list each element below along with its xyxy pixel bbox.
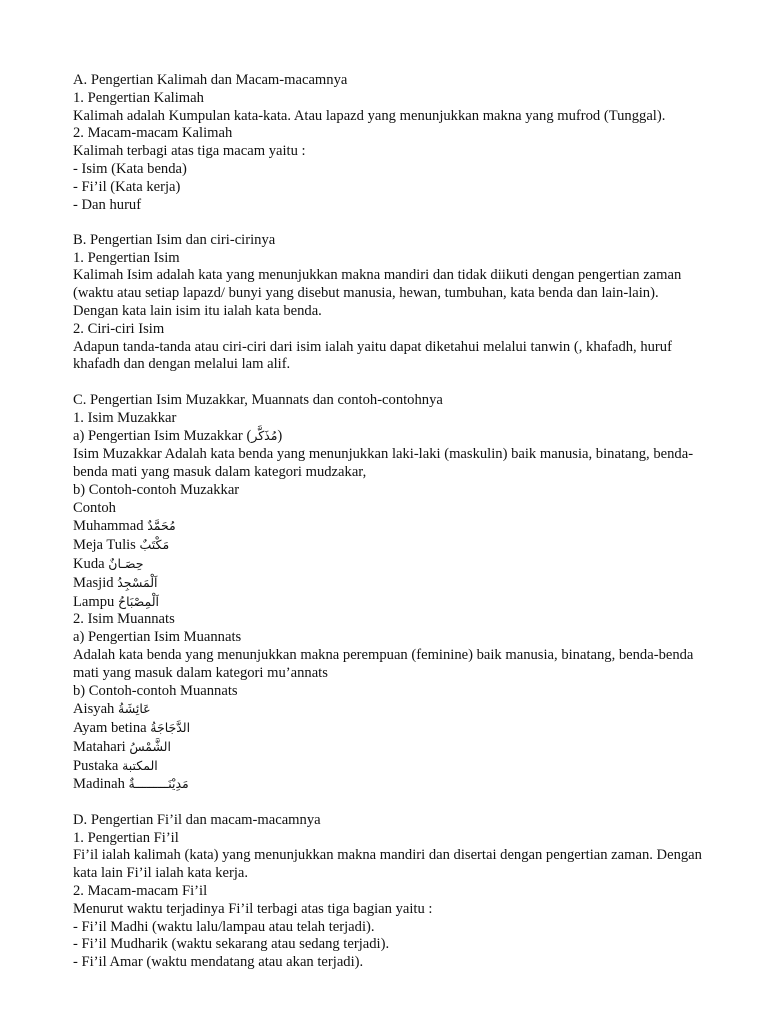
- latin-text: 1. Isim Muzakkar: [73, 409, 177, 426]
- paragraph: [73, 267, 703, 320]
- text-line: [73, 936, 703, 954]
- latin-text: Kalimah adalah Kumpulan kata-kata. Atau lapazd yang menunjukkan makna yang mufrod (Tunggal).: [73, 107, 666, 124]
- latin-text: Isim Muzakkar Adalah kata benda yang menunjukkan laki-laki (maskulin) baik manusia, binatang, benda-benda mati yang masuk dalam kategori mudzakar,: [73, 446, 694, 480]
- latin-text: Madinah: [73, 776, 129, 793]
- latin-text: D. Pengertian Fi’il dan macam-macamnya: [73, 811, 321, 828]
- text-line: [73, 161, 703, 179]
- document-page: [73, 72, 703, 972]
- text-line: [73, 738, 703, 757]
- arabic-word: الشَّمْسُ: [129, 738, 171, 754]
- document-section: [73, 232, 703, 374]
- text-line: [73, 410, 703, 428]
- arabic-word: اَلْمِصْبَاحُ: [118, 593, 159, 609]
- latin-text: - Fi’il Mudharik (waktu sekarang atau sedang terjadi).: [73, 936, 390, 953]
- latin-text: 1. Pengertian Fi’il: [73, 829, 179, 846]
- arabic-word: المكتبة: [122, 757, 158, 773]
- text-line: [73, 830, 703, 848]
- text-line: [73, 629, 703, 647]
- latin-text: b) Contoh-contoh Muannats: [73, 682, 238, 699]
- latin-text: Adapun tanda-tanda atau ciri-ciri dari isim ialah yaitu dapat diketahui melalui tanwin (, khafadh, huruf khafadh dan dengan melalui lam alif.: [73, 338, 672, 373]
- text-line: [73, 536, 703, 555]
- latin-text: 2. Isim Muannats: [73, 611, 175, 628]
- latin-text: Muhammad: [73, 518, 148, 535]
- latin-text: Ayam betina: [73, 720, 151, 737]
- latin-text: C. Pengertian Isim Muzakkar, Muannats dan contoh-contohnya: [73, 391, 443, 408]
- text-line: [73, 954, 703, 972]
- text-line: [73, 719, 703, 738]
- text-line: [73, 232, 703, 250]
- text-line: [73, 901, 703, 919]
- paragraph: [73, 446, 703, 482]
- text-line: [73, 775, 703, 794]
- latin-text: A. Pengertian Kalimah dan Macam-macamnya: [73, 72, 348, 88]
- text-line: [73, 683, 703, 701]
- text-line: [73, 555, 703, 574]
- latin-text: Contoh: [73, 499, 116, 516]
- latin-text: Aisyah: [73, 701, 118, 718]
- text-line: [73, 593, 703, 612]
- latin-text: Menurut waktu terjadinya Fi’il terbagi atas tiga bagian yaitu :: [73, 900, 433, 917]
- latin-text: 2. Macam-macam Kalimah: [73, 125, 233, 142]
- text-line: [73, 757, 703, 776]
- latin-text: Fi’il ialah kalimah (kata) yang menunjukkan makna mandiri dan disertai dengan pengertian zaman. Dengan kata lain Fi’il ialah kata kerja.: [73, 847, 702, 882]
- latin-text: - Fi’il Amar (waktu mendatang atau akan terjadi).: [73, 954, 364, 971]
- text-line: [73, 919, 703, 937]
- text-line: [73, 500, 703, 518]
- arabic-word: الدَّجَاجَةُ: [150, 720, 191, 736]
- text-line: [73, 883, 703, 901]
- text-line: [73, 517, 703, 536]
- text-line: [73, 72, 703, 90]
- document-section: [73, 72, 703, 214]
- latin-text: - Isim (Kata benda): [73, 160, 187, 177]
- latin-text: Kalimah terbagi atas tiga macam yaitu :: [73, 143, 306, 160]
- latin-text: Kuda: [73, 555, 109, 572]
- paragraph: [73, 847, 703, 883]
- latin-text: Kalimah Isim adalah kata yang menunjukkan makna mandiri dan tidak diikuti dengan pengertian zaman (waktu atau setiap lapazd/ bunyi yang disebut manusia, hewan, tumbuhan, kata benda dan lain-lain). Dengan kata lain isim itu ialah kata benda.: [73, 267, 682, 320]
- latin-text: a) Pengertian Isim Muzakkar (: [73, 428, 252, 445]
- latin-text: Masjid: [73, 574, 118, 591]
- text-line: [73, 812, 703, 830]
- text-line: [73, 392, 703, 410]
- text-line: [73, 143, 703, 161]
- arabic-word: اَلْمَسْجِدُ: [117, 574, 158, 590]
- text-line: [73, 90, 703, 108]
- text-line: [73, 125, 703, 143]
- latin-text: B. Pengertian Isim dan ciri-cirinya: [73, 231, 276, 248]
- latin-text: 2. Macam-macam Fi’il: [73, 882, 208, 899]
- text-line: [73, 197, 703, 215]
- latin-text: a) Pengertian Isim Muannats: [73, 629, 242, 646]
- arabic-word: عَائِشَةُ: [118, 701, 151, 717]
- latin-text: - Dan huruf: [73, 196, 142, 213]
- arabic-word: حِصَـانٌ: [108, 555, 144, 571]
- latin-text: 1. Pengertian Kalimah: [73, 89, 204, 106]
- document-section: [73, 392, 703, 795]
- arabic-word: مُحَمَّدٌ: [147, 518, 176, 534]
- latin-text: Matahari: [73, 738, 130, 755]
- latin-text: 1. Pengertian Isim: [73, 249, 180, 266]
- latin-text: - Fi’il Madhi (waktu lalu/lampau atau telah terjadi).: [73, 918, 375, 935]
- paragraph: [73, 108, 703, 126]
- text-line: [73, 321, 703, 339]
- text-line: [73, 482, 703, 500]
- paragraph: [73, 647, 703, 683]
- arabic-word: مُذَكَّر: [251, 428, 278, 444]
- text-line: [73, 427, 703, 446]
- latin-text: Meja Tulis: [73, 537, 140, 554]
- text-line: [73, 611, 703, 629]
- latin-text: b) Contoh-contoh Muzakkar: [73, 481, 240, 498]
- arabic-word: مَدِيْنَـــــــــةٌ: [128, 776, 189, 792]
- text-line: [73, 700, 703, 719]
- latin-text: - Fi’il (Kata kerja): [73, 178, 181, 195]
- latin-text: 2. Ciri-ciri Isim: [73, 320, 165, 337]
- text-line: [73, 179, 703, 197]
- latin-text: Adalah kata benda yang menunjukkan makna perempuan (feminine) baik manusia, binatang, benda-benda mati yang masuk dalam kategori mu’annats: [73, 646, 694, 681]
- paragraph: [73, 339, 703, 375]
- latin-text: Lampu: [73, 593, 118, 610]
- text-line: [73, 574, 703, 593]
- closing-paren: ): [277, 428, 283, 445]
- text-line: [73, 250, 703, 268]
- document-section: [73, 812, 703, 972]
- latin-text: Pustaka: [73, 757, 123, 774]
- arabic-word: مَكْتَبٌ: [139, 537, 170, 553]
